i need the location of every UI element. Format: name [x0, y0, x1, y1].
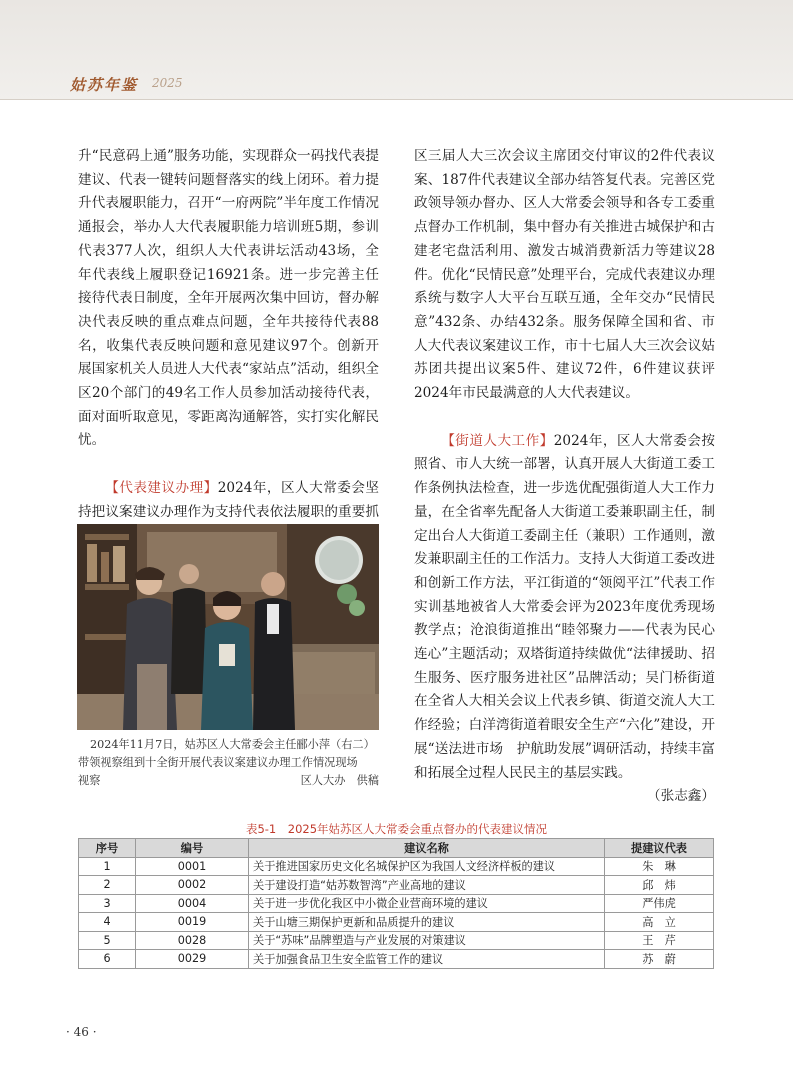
- header-index: 序号: [79, 839, 136, 858]
- row-proposal-name: 关于“苏味”品牌塑造与产业发展的对策建议: [249, 931, 605, 950]
- table-row: [79, 876, 714, 895]
- row-index: 4: [79, 913, 136, 932]
- row-representative: 高 立: [605, 913, 714, 932]
- left-paragraph-2-text: 2024年，区人大常委会坚持把议案建议办理作为支持代表依法履职的重要抓: [78, 480, 379, 520]
- row-representative: 严伟虎: [605, 894, 714, 913]
- row-index: 1: [79, 857, 136, 876]
- left-paragraph-1: 升“民意码上通”服务功能，实现群众一码找代表提建议、代表一键转问题督落实的线上闭环。着力提升代表履职能力，召开“一府两院”半年度工作情况通报会，举办人大代表履职能力培训班5期，参训代表377人次，组织人大代表讲坛活动43场，全年代表线上履职登记16921条。进一步完善主任接待代表日制度，全年开展两次集中回访，督办解决代表反映的重点难点问题，全年共接待代表88名，收集代表反映问题和意见建议97个。创新开展国家机关人员进人大代表“家站点”活动，组织全区20个部门的49名工作人员参加活动接待代表，面对面听取意见，零距离沟通解答，实打实化解民忧。: [78, 148, 379, 449]
- row-representative: 朱 琳: [605, 857, 714, 876]
- row-proposal-name: 关于推进国家历史文化名城保护区为我国人文经济样板的建议: [249, 857, 605, 876]
- header-code: 编号: [136, 839, 249, 858]
- table-row: [79, 931, 714, 950]
- row-index: 2: [79, 876, 136, 895]
- row-proposal-name: 关于建设打造“姑苏数智湾”产业高地的建议: [249, 876, 605, 895]
- row-code: 0004: [136, 894, 249, 913]
- left-column: [78, 145, 379, 548]
- row-proposal-name: 关于加强食品卫生安全监管工作的建议: [249, 950, 605, 969]
- row-code: 0001: [136, 857, 249, 876]
- table-row: [79, 894, 714, 913]
- right-paragraph-credit: （张志鑫）: [647, 788, 715, 805]
- section-tag-street: 【街道人大工作】: [441, 432, 554, 449]
- yearbook-year: 2025: [152, 76, 183, 90]
- right-paragraph-2-text: 2024年，区人大常委会按照省、市人大统一部署，认真开展人大街道工委工作条例执法检查，进一步选优配强街道人大工作力量，在全省率先配备人大街道工委兼职副主任，制定出台人大街道工委副主任（兼职）工作通则，激发兼职副主任的工作活力。支持人大街道工委改进和创新工作方法，平江街道的“领阅平江”代表工作实训基地被省人大常委会评为2023年度优秀现场教学点；沧浪街道推出“睦邻聚力——代表为民心连心”主题活动；双塔街道持续做优“法律援助、招生服务、医疗服务进社区”品牌活动；吴门桥街道在全省人大相关会议上代表乡镇、街道交流人大工作经验；白洋湾街道着眼安全生产“六化”建设，开展“送法进市场 护航助发展”调研活动，持续丰富和拓展全过程人民民主的基层实践。: [414, 432, 715, 781]
- right-paragraph-1: 区三届人大三次会议主席团交付审议的2件代表议案、187件代表建议全部办结答复代表。完善区党政领导领办督办、区人大常委会领导和各专工委重点督办工作机制，集中督办有关推进古城保护和古建老宅盘活利用、激发古城消费新活力等建议28件。优化“民情民意”处理平台，完成代表建议办理系统与数字人大平台互联互通，全年交办“民情民意”432条、办结432条。服务保障全国和省、市人大代表议案建议工作，市十七届人大三次会议姑苏团共提出议案5件、建议72件，6件建议获评2024年市民最满意的人大代表建议。: [414, 148, 715, 402]
- table-row: [79, 857, 714, 876]
- caption-credit: 区人大办 供稿: [300, 774, 379, 787]
- row-code: 0002: [136, 876, 249, 895]
- header-representative: 提建议代表: [605, 839, 714, 858]
- right-column: [414, 145, 715, 809]
- row-code: 0029: [136, 950, 249, 969]
- right-paragraph-2: [414, 430, 715, 805]
- header-divider: [0, 99, 793, 100]
- row-representative: 苏 蔚: [605, 950, 714, 969]
- caption-line-3-text: 视察: [78, 774, 101, 787]
- row-index: 5: [79, 931, 136, 950]
- table-header-row: [79, 839, 714, 858]
- caption-line-1: 2024年11月7日，姑苏区人大常委会主任郦小萍（右二）: [90, 738, 375, 751]
- photo-scene: [77, 524, 379, 730]
- row-index: 6: [79, 950, 136, 969]
- row-index: 3: [79, 894, 136, 913]
- yearbook-title: 姑苏年鉴: [70, 76, 139, 94]
- table-row: [79, 913, 714, 932]
- row-code: 0019: [136, 913, 249, 932]
- row-proposal-name: 关于山塘三期保护更新和品质提升的建议: [249, 913, 605, 932]
- photo-caption: [78, 736, 379, 790]
- row-code: 0028: [136, 931, 249, 950]
- table-row: [79, 950, 714, 969]
- caption-line-3: [78, 772, 379, 790]
- section-tag-proposal: 【代表建议办理】: [105, 480, 218, 497]
- caption-line-2: 带领视察组到十全街开展代表议案建议办理工作情况现场: [78, 756, 358, 769]
- proposal-table: [78, 838, 714, 969]
- row-representative: 邱 炜: [605, 876, 714, 895]
- inspection-photo: [77, 524, 379, 730]
- page-number: · 46 ·: [66, 1025, 97, 1039]
- table-title: 表5-1 2025年姑苏区人大常委会重点督办的代表建议情况: [245, 822, 548, 836]
- row-representative: 王 芹: [605, 931, 714, 950]
- row-proposal-name: 关于进一步优化我区中小微企业营商环境的建议: [249, 894, 605, 913]
- header-proposal-name: 建议名称: [249, 839, 605, 858]
